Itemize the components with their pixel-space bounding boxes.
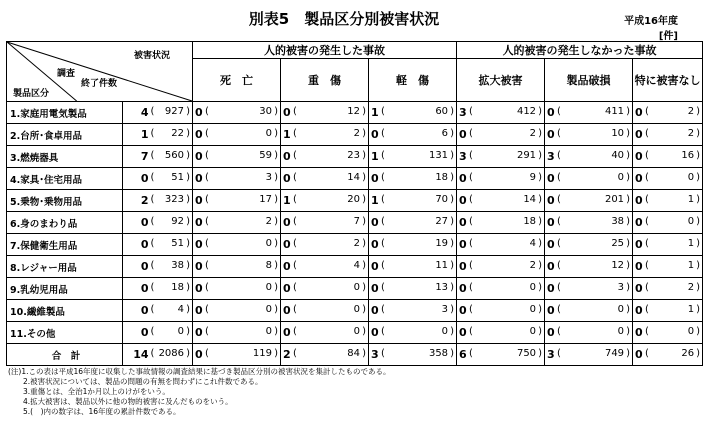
row-label: 5.乗物･乗物用品 <box>7 190 123 212</box>
damage-cell: 0 ( 10 ) <box>545 124 633 146</box>
damage-cell: 0 ( 6 ) <box>369 124 457 146</box>
case-count: 0 <box>635 348 643 361</box>
case-count: 0 <box>371 216 379 229</box>
cumulative-total: ( 2086 ) <box>151 344 193 366</box>
damage-cell: 0 ( 411 ) <box>545 102 633 124</box>
cumulative-value: 0 <box>265 326 273 337</box>
cumulative-value: 25 <box>611 238 625 249</box>
cumulative-total: ( 927 ) <box>151 102 193 124</box>
cumulative-value: 0 <box>529 304 537 315</box>
damage-cell: 0 ( 23 ) <box>281 146 369 168</box>
cumulative-value: 2086 <box>158 348 185 359</box>
case-count: 0 <box>547 260 555 273</box>
case-count: 0 <box>547 128 555 141</box>
case-count: 0 <box>547 172 555 185</box>
case-count: 1 <box>371 150 379 163</box>
damage-cell: 3 ( 749 ) <box>545 344 633 366</box>
completed-count: 0 <box>123 278 151 300</box>
damage-cell: 0 ( 0 ) <box>193 278 281 300</box>
case-count: 0 <box>195 194 203 207</box>
damage-cell: 0 ( 25 ) <box>545 234 633 256</box>
damage-table <box>6 41 703 366</box>
damage-cell: 1 ( 60 ) <box>369 102 457 124</box>
row-label: 11.その他 <box>7 322 123 344</box>
damage-cell: 0 ( 2 ) <box>457 256 545 278</box>
col-extended-damage: 拡大被害 <box>457 59 545 102</box>
cumulative-value: 20 <box>347 194 361 205</box>
damage-cell: 0 ( 27 ) <box>369 212 457 234</box>
damage-cell: 0 ( 1 ) <box>633 256 703 278</box>
cumulative-value: 749 <box>604 348 625 359</box>
completed-count: 4 <box>123 102 151 124</box>
table-row <box>7 212 703 234</box>
cumulative-value: 2 <box>353 128 361 139</box>
table-row <box>7 190 703 212</box>
footnote: 4.拡大被害は、製品以外に他の物的被害に及んだものをいう。 <box>8 397 233 406</box>
cumulative-value: 13 <box>435 282 449 293</box>
case-count: 0 <box>195 260 203 273</box>
table-row <box>7 168 703 190</box>
damage-cell: 0 ( 1 ) <box>633 300 703 322</box>
case-count: 0 <box>635 238 643 251</box>
cumulative-value: 0 <box>353 304 361 315</box>
case-count: 0 <box>283 260 291 273</box>
fiscal-year: 平成16年度 <box>624 16 678 27</box>
cumulative-value: 59 <box>259 150 273 161</box>
cumulative-value: 0 <box>617 326 625 337</box>
case-count: 0 <box>635 260 643 273</box>
unit-label: [件] <box>658 31 678 42</box>
case-count: 0 <box>635 194 643 207</box>
case-count: 0 <box>283 326 291 339</box>
row-label: 7.保健衛生用品 <box>7 234 123 256</box>
table-row <box>7 256 703 278</box>
completed-count: 0 <box>123 234 151 256</box>
case-count: 3 <box>459 106 467 119</box>
cumulative-value: 2 <box>687 106 695 117</box>
case-count: 1 <box>371 194 379 207</box>
row-label: 10.繊維製品 <box>7 300 123 322</box>
corner-category-label: 製品区分 <box>13 89 50 99</box>
cumulative-value: 0 <box>353 326 361 337</box>
case-count: 0 <box>371 326 379 339</box>
case-count: 3 <box>547 150 555 163</box>
cumulative-value: 0 <box>529 282 537 293</box>
damage-cell: 0 ( 0 ) <box>457 322 545 344</box>
completed-count: 14 <box>123 344 151 366</box>
damage-cell: 0 ( 0 ) <box>633 168 703 190</box>
case-count: 0 <box>195 150 203 163</box>
cumulative-total: ( 560 ) <box>151 146 193 168</box>
damage-cell: 3 ( 291 ) <box>457 146 545 168</box>
col-serious-injury: 重 傷 <box>281 59 369 102</box>
damage-cell: 0 ( 3 ) <box>369 300 457 322</box>
damage-cell: 0 ( 59 ) <box>193 146 281 168</box>
cumulative-value: 38 <box>171 260 185 271</box>
cumulative-value: 750 <box>516 348 537 359</box>
damage-cell: 0 ( 0 ) <box>633 212 703 234</box>
damage-cell: 0 ( 2 ) <box>633 102 703 124</box>
damage-cell: 0 ( 1 ) <box>633 190 703 212</box>
cumulative-total: ( 22 ) <box>151 124 193 146</box>
cumulative-value: 18 <box>523 216 537 227</box>
cumulative-value: 10 <box>611 128 625 139</box>
cumulative-value: 7 <box>353 216 361 227</box>
cumulative-total: ( 38 ) <box>151 256 193 278</box>
case-count: 0 <box>459 260 467 273</box>
case-count: 0 <box>635 216 643 229</box>
cumulative-value: 0 <box>265 128 273 139</box>
row-label: 3.燃焼器具 <box>7 146 123 168</box>
cumulative-total: ( 323 ) <box>151 190 193 212</box>
cumulative-value: 12 <box>611 260 625 271</box>
footnote: 2.被害状況については、製品の問題の有無を問わずにこれ件数である。 <box>8 377 263 386</box>
case-count: 0 <box>459 304 467 317</box>
damage-cell: 0 ( 14 ) <box>281 168 369 190</box>
cumulative-value: 0 <box>265 304 273 315</box>
damage-cell: 0 ( 3 ) <box>193 168 281 190</box>
damage-cell: 0 ( 13 ) <box>369 278 457 300</box>
group-no-human-damage: 人的被害の発生しなかった事故 <box>457 42 703 59</box>
damage-cell: 0 ( 16 ) <box>633 146 703 168</box>
cumulative-value: 2 <box>687 282 695 293</box>
cumulative-value: 0 <box>265 282 273 293</box>
damage-cell: 0 ( 1 ) <box>633 234 703 256</box>
total-row <box>7 344 703 366</box>
completed-count: 0 <box>123 300 151 322</box>
cumulative-value: 0 <box>353 282 361 293</box>
case-count: 0 <box>635 282 643 295</box>
damage-cell: 0 ( 12 ) <box>281 102 369 124</box>
case-count: 0 <box>195 238 203 251</box>
row-label: 1.家庭用電気製品 <box>7 102 123 124</box>
cumulative-value: 17 <box>259 194 273 205</box>
damage-cell: 0 ( 4 ) <box>281 256 369 278</box>
cumulative-value: 4 <box>353 260 361 271</box>
case-count: 0 <box>371 282 379 295</box>
case-count: 0 <box>371 128 379 141</box>
damage-cell: 1 ( 2 ) <box>281 124 369 146</box>
cumulative-value: 22 <box>171 128 185 139</box>
cumulative-value: 51 <box>171 172 185 183</box>
cumulative-value: 84 <box>347 348 361 359</box>
case-count: 0 <box>195 172 203 185</box>
damage-cell: 0 ( 11 ) <box>369 256 457 278</box>
cumulative-value: 119 <box>252 348 273 359</box>
case-count: 0 <box>547 106 555 119</box>
damage-cell: 0 ( 201 ) <box>545 190 633 212</box>
damage-cell: 0 ( 26 ) <box>633 344 703 366</box>
damage-cell: 0 ( 0 ) <box>545 168 633 190</box>
row-label: 2.台所･食卓用品 <box>7 124 123 146</box>
case-count: 0 <box>635 304 643 317</box>
case-count: 0 <box>195 128 203 141</box>
cumulative-value: 6 <box>441 128 449 139</box>
col-minor-injury: 軽 傷 <box>369 59 457 102</box>
case-count: 1 <box>283 128 291 141</box>
cumulative-value: 92 <box>171 216 185 227</box>
damage-cell: 1 ( 20 ) <box>281 190 369 212</box>
row-label: 合 計 <box>7 344 123 366</box>
cumulative-value: 0 <box>265 238 273 249</box>
case-count: 0 <box>635 150 643 163</box>
corner-damage-label: 被害状況 <box>134 51 171 61</box>
row-label: 4.家具･住宅用品 <box>7 168 123 190</box>
case-count: 0 <box>371 304 379 317</box>
damage-cell: 0 ( 0 ) <box>281 322 369 344</box>
case-count: 2 <box>283 348 291 361</box>
damage-cell: 0 ( 0 ) <box>545 300 633 322</box>
completed-count: 0 <box>123 168 151 190</box>
cumulative-value: 0 <box>617 304 625 315</box>
cumulative-total: ( 51 ) <box>151 168 193 190</box>
corner-completed-label: 終了件数 <box>81 79 118 89</box>
case-count: 3 <box>459 150 467 163</box>
case-count: 6 <box>459 348 467 361</box>
damage-cell: 0 ( 2 ) <box>281 234 369 256</box>
damage-cell: 0 ( 3 ) <box>545 278 633 300</box>
damage-cell: 3 ( 412 ) <box>457 102 545 124</box>
damage-cell: 0 ( 18 ) <box>457 212 545 234</box>
cumulative-total: ( 0 ) <box>151 322 193 344</box>
damage-cell: 0 ( 0 ) <box>457 300 545 322</box>
case-count: 0 <box>547 282 555 295</box>
damage-cell: 1 ( 131 ) <box>369 146 457 168</box>
damage-cell: 0 ( 0 ) <box>193 124 281 146</box>
case-count: 0 <box>459 326 467 339</box>
case-count: 0 <box>459 282 467 295</box>
cumulative-value: 3 <box>441 304 449 315</box>
cumulative-value: 2 <box>529 260 537 271</box>
cumulative-value: 12 <box>347 106 361 117</box>
cumulative-value: 30 <box>259 106 273 117</box>
cumulative-value: 927 <box>164 106 185 117</box>
damage-cell: 0 ( 18 ) <box>369 168 457 190</box>
group-human-damage: 人的被害の発生した事故 <box>193 42 457 59</box>
damage-cell: 0 ( 0 ) <box>369 322 457 344</box>
cumulative-value: 0 <box>687 216 695 227</box>
cumulative-value: 70 <box>435 194 449 205</box>
cumulative-value: 131 <box>428 150 449 161</box>
cumulative-total: ( 51 ) <box>151 234 193 256</box>
case-count: 0 <box>547 216 555 229</box>
cumulative-value: 14 <box>347 172 361 183</box>
damage-cell: 0 ( 0 ) <box>633 322 703 344</box>
cumulative-value: 1 <box>687 194 695 205</box>
cumulative-total: ( 4 ) <box>151 300 193 322</box>
corner-header <box>7 42 193 102</box>
case-count: 0 <box>371 238 379 251</box>
completed-count: 0 <box>123 322 151 344</box>
case-count: 0 <box>459 238 467 251</box>
damage-cell: 0 ( 0 ) <box>281 278 369 300</box>
case-count: 0 <box>459 216 467 229</box>
case-count: 0 <box>195 106 203 119</box>
damage-cell: 0 ( 0 ) <box>193 234 281 256</box>
damage-cell: 0 ( 0 ) <box>193 300 281 322</box>
cumulative-value: 1 <box>687 304 695 315</box>
cumulative-value: 2 <box>265 216 273 227</box>
damage-cell: 0 ( 38 ) <box>545 212 633 234</box>
case-count: 0 <box>371 172 379 185</box>
cumulative-value: 16 <box>681 150 695 161</box>
cumulative-value: 4 <box>177 304 185 315</box>
damage-cell: 2 ( 84 ) <box>281 344 369 366</box>
table-row <box>7 146 703 168</box>
cumulative-value: 1 <box>687 238 695 249</box>
cumulative-value: 18 <box>435 172 449 183</box>
damage-cell: 0 ( 0 ) <box>193 322 281 344</box>
cumulative-value: 40 <box>611 150 625 161</box>
cumulative-value: 0 <box>687 326 695 337</box>
case-count: 0 <box>283 150 291 163</box>
cumulative-value: 2 <box>353 238 361 249</box>
cumulative-value: 2 <box>529 128 537 139</box>
damage-cell: 0 ( 8 ) <box>193 256 281 278</box>
cumulative-value: 38 <box>611 216 625 227</box>
corner-survey-label: 調査 <box>57 69 76 79</box>
cumulative-value: 323 <box>164 194 185 205</box>
cumulative-value: 4 <box>529 238 537 249</box>
table-row <box>7 102 703 124</box>
damage-cell: 3 ( 358 ) <box>369 344 457 366</box>
case-count: 1 <box>283 194 291 207</box>
case-count: 0 <box>371 260 379 273</box>
cumulative-total: ( 18 ) <box>151 278 193 300</box>
footnotes <box>8 367 391 417</box>
row-label: 8.レジャー用品 <box>7 256 123 278</box>
case-count: 0 <box>195 326 203 339</box>
case-count: 0 <box>635 128 643 141</box>
cumulative-value: 412 <box>516 106 537 117</box>
table-row <box>7 124 703 146</box>
case-count: 0 <box>547 304 555 317</box>
completed-count: 7 <box>123 146 151 168</box>
table-row <box>7 322 703 344</box>
footnote: (注)1.この表は平成16年度に収集した事故情報の調査結果に基づき製品区分別の被害状況を集計したものである。 <box>8 367 391 376</box>
case-count: 0 <box>283 106 291 119</box>
page-title: 別表5 製品区分別被害状況 <box>248 10 440 28</box>
damage-cell: 0 ( 14 ) <box>457 190 545 212</box>
col-product-damage: 製品破損 <box>545 59 633 102</box>
cumulative-value: 23 <box>347 150 361 161</box>
damage-cell: 0 ( 30 ) <box>193 102 281 124</box>
cumulative-value: 201 <box>604 194 625 205</box>
damage-cell: 3 ( 40 ) <box>545 146 633 168</box>
damage-cell: 0 ( 4 ) <box>457 234 545 256</box>
damage-cell: 0 ( 2 ) <box>457 124 545 146</box>
cumulative-value: 358 <box>428 348 449 359</box>
row-label: 9.乳幼児用品 <box>7 278 123 300</box>
cumulative-value: 26 <box>681 348 695 359</box>
row-label: 6.身のまわり品 <box>7 212 123 234</box>
case-count: 3 <box>547 348 555 361</box>
cumulative-value: 8 <box>265 260 273 271</box>
damage-cell: 0 ( 19 ) <box>369 234 457 256</box>
cumulative-value: 18 <box>171 282 185 293</box>
damage-cell: 0 ( 0 ) <box>545 322 633 344</box>
case-count: 0 <box>283 238 291 251</box>
case-count: 0 <box>195 304 203 317</box>
case-count: 0 <box>195 282 203 295</box>
table-row <box>7 234 703 256</box>
case-count: 0 <box>635 106 643 119</box>
footnote: 3.重傷とは、全治1か月以上のけがをいう。 <box>8 387 170 396</box>
case-count: 0 <box>547 238 555 251</box>
footnote: 5.( )内の数字は、16年度の累計件数である。 <box>8 407 181 416</box>
cumulative-value: 1 <box>687 260 695 271</box>
cumulative-value: 2 <box>687 128 695 139</box>
completed-count: 2 <box>123 190 151 212</box>
case-count: 0 <box>283 216 291 229</box>
table-row <box>7 300 703 322</box>
damage-cell: 0 ( 0 ) <box>457 278 545 300</box>
cumulative-value: 9 <box>529 172 537 183</box>
cumulative-value: 14 <box>523 194 537 205</box>
case-count: 3 <box>371 348 379 361</box>
damage-cell: 0 ( 9 ) <box>457 168 545 190</box>
completed-count: 0 <box>123 212 151 234</box>
cumulative-value: 60 <box>435 106 449 117</box>
cumulative-value: 0 <box>441 326 449 337</box>
cumulative-value: 0 <box>687 172 695 183</box>
completed-count: 1 <box>123 124 151 146</box>
case-count: 0 <box>283 172 291 185</box>
case-count: 0 <box>635 172 643 185</box>
cumulative-value: 560 <box>164 150 185 161</box>
cumulative-value: 0 <box>529 326 537 337</box>
cumulative-value: 3 <box>265 172 273 183</box>
damage-cell: 0 ( 2 ) <box>193 212 281 234</box>
damage-cell: 1 ( 70 ) <box>369 190 457 212</box>
case-count: 0 <box>459 128 467 141</box>
damage-cell: 0 ( 0 ) <box>281 300 369 322</box>
case-count: 0 <box>547 194 555 207</box>
damage-cell: 0 ( 12 ) <box>545 256 633 278</box>
cumulative-value: 51 <box>171 238 185 249</box>
col-death: 死 亡 <box>193 59 281 102</box>
case-count: 1 <box>371 106 379 119</box>
case-count: 0 <box>547 326 555 339</box>
table-row <box>7 278 703 300</box>
col-no-damage: 特に被害なし <box>633 59 703 102</box>
cumulative-value: 411 <box>604 106 625 117</box>
cumulative-value: 291 <box>516 150 537 161</box>
case-count: 0 <box>283 304 291 317</box>
damage-cell: 0 ( 7 ) <box>281 212 369 234</box>
damage-cell: 6 ( 750 ) <box>457 344 545 366</box>
case-count: 0 <box>459 194 467 207</box>
damage-cell: 0 ( 2 ) <box>633 278 703 300</box>
cumulative-value: 3 <box>617 282 625 293</box>
cumulative-value: 27 <box>435 216 449 227</box>
case-count: 0 <box>195 216 203 229</box>
case-count: 0 <box>459 172 467 185</box>
cumulative-value: 0 <box>177 326 185 337</box>
case-count: 0 <box>195 348 203 361</box>
cumulative-value: 19 <box>435 238 449 249</box>
case-count: 0 <box>283 282 291 295</box>
cumulative-total: ( 92 ) <box>151 212 193 234</box>
cumulative-value: 0 <box>617 172 625 183</box>
damage-cell: 0 ( 17 ) <box>193 190 281 212</box>
damage-cell: 0 ( 2 ) <box>633 124 703 146</box>
damage-cell: 0 ( 119 ) <box>193 344 281 366</box>
case-count: 0 <box>635 326 643 339</box>
completed-count: 0 <box>123 256 151 278</box>
cumulative-value: 11 <box>435 260 449 271</box>
